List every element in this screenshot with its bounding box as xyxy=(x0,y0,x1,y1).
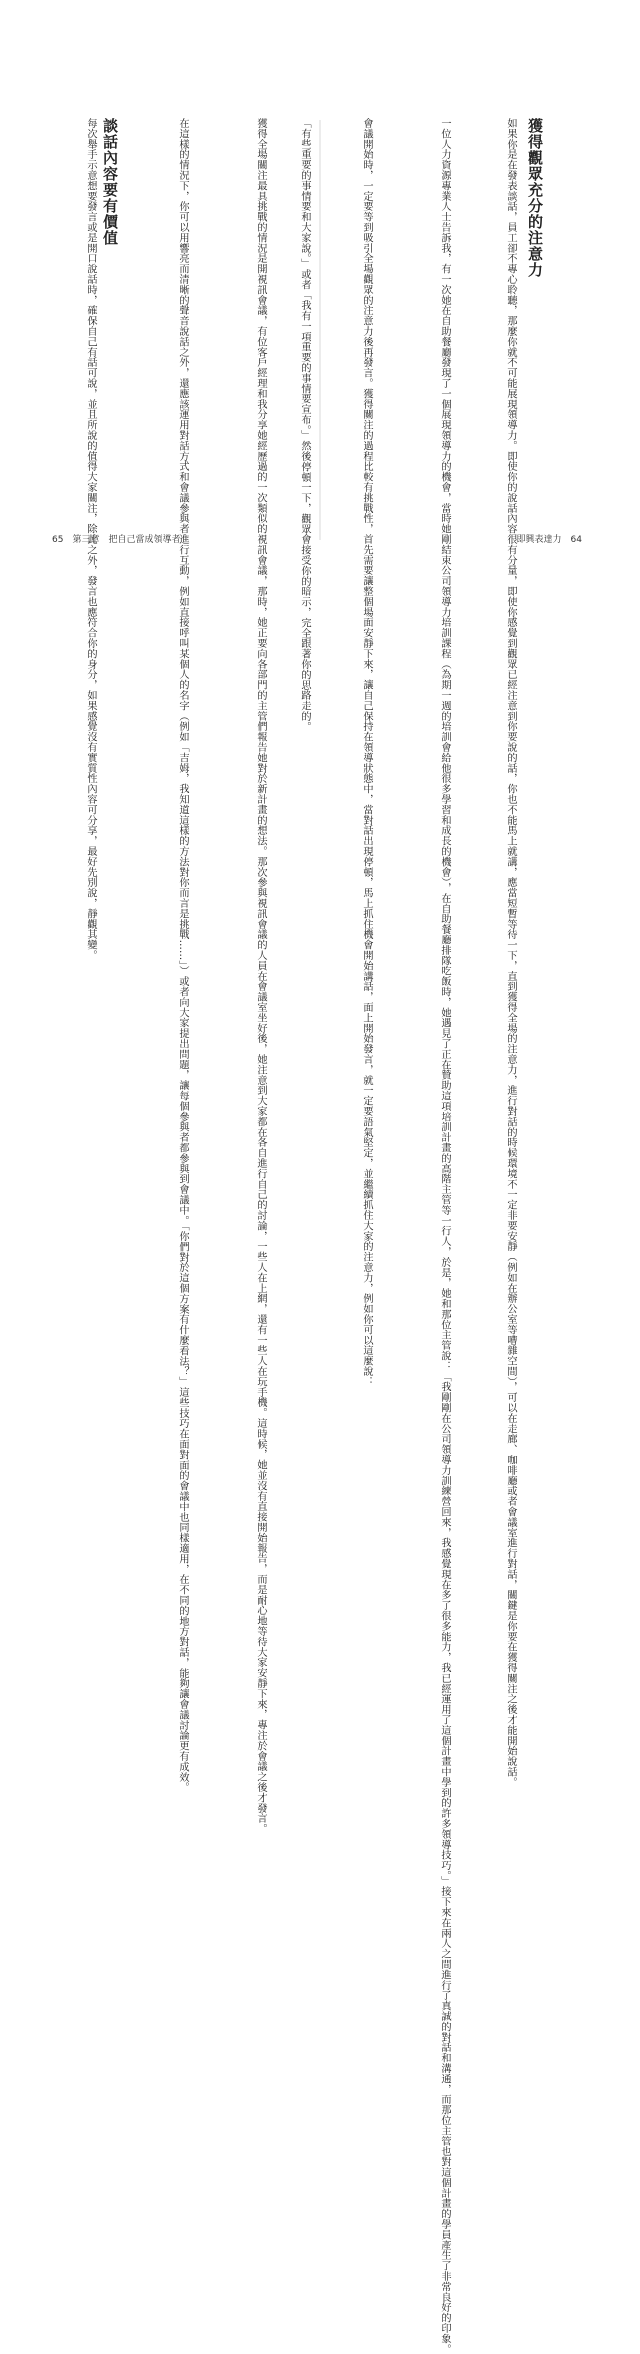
right-paragraph-2: 一位人力資源專業人士告訴我，有一次她在自助餐廳發現了一個展現領導力的機會，當時她剛結束公司領導力培訓課程（為期一週的培訓會給他很多學習和成長的機會），在自助餐廳排隊吃飯時，她遇見了正在贊助這項培訓計畫的高階主管等一行人，於是，她和那位主管說：「我剛剛在公司領導力訓練營回來，我感覺現在多了很多能力，我已經運用了這個計畫中學到的許多領導技巧。」接下來在兩人之間進行了真誠的對話和溝通，而那位主管也對這個計畫的學員產生了非常良好的印象。 xyxy=(439,118,450,2354)
right-page-folio: 即興表達力 64 xyxy=(516,535,582,545)
page-gutter xyxy=(319,120,321,540)
left-paragraph-3: 在這樣的情況下，你可以用響亮而清晰的聲音說話之外，還應該運用對話方式和會議參與者進行互動，例如直接呼叫某個人的名字（例如「吉姆，我知道這樣的方法對你而言是挑戰……」）或者向大家提出問題，讓每個參與者都參與到會議中。「你們對於這個方案有什麼看法？」這些技巧在面對面的會議中也同樣適用，在不同的地方對話，能夠讓會議討論更有成效。 xyxy=(177,118,188,1793)
right-section-heading: 獲得觀眾充分的注意力 xyxy=(526,118,544,278)
right-paragraph-3: 會議開始時，一定要等到吸引全場觀眾的注意力後再發言。獲得關注的過程比較有挑戰性，首先需要讓整個場面安靜下來，讓自己保持在領導狀態中，當對話出現停頓，馬上抓住機會開始講話，面上開始發言，就一定要語氣堅定，並繼續抓住大家的注意力，例如你可以這麼說： xyxy=(361,118,372,1387)
left-section-heading: 談話內容要有價值 xyxy=(101,118,119,246)
right-paragraph-1: 如果你是在發表談話，員工卻不專心聆聽，那麼你就不可能展現領導力。即使你的說話內容很有分量，即使你感覺到觀眾已經注意到你要說的話，你也不能馬上就講，應當短暫等待一下，直到獲得全場的注意力，進行對話的時候環境不一定非要安靜（例如在辦公室等嘈雜空間），可以在走廊、咖啡廳或者會議室進行對話，關鍵是你要在獲得關注之後才能開始說話。 xyxy=(505,118,516,1788)
left-page-folio: 65 第三章 把自己當成領導者 xyxy=(52,535,181,545)
left-paragraph-1: 「有些重要的事情要和大家說。」或者「我有一項重要的事情要宣布。」然後停頓一下，觀眾會接受你的暗示，完全跟著你的思路走的。 xyxy=(299,118,310,732)
left-paragraph-4: 每次舉手示意想要發言或是開口說話時，確保自己有話可說，並且所說的值得大家關注，除此之外，發言也應符合你的身分，如果感覺沒有實質性內容可分享，最好先別說，靜觀其變。 xyxy=(85,118,96,961)
left-paragraph-2: 獲得全場關注最具挑戰的情況是開視訊會議，有位客戶經理和我分享她經歷過的一次類似的視訊會議，那時，她正要向各部門的主管們報告她對於新計畫的想法。那次參與視訊會議的人員在會議室坐好後，她注意到大家都在各自進行自己的討論，一些人在上網，還有一些人在玩手機。這時候，她並沒有直接開始報告，而是耐心地等待大家安靜下來，專注於會議之後才發言。 xyxy=(255,118,266,1834)
